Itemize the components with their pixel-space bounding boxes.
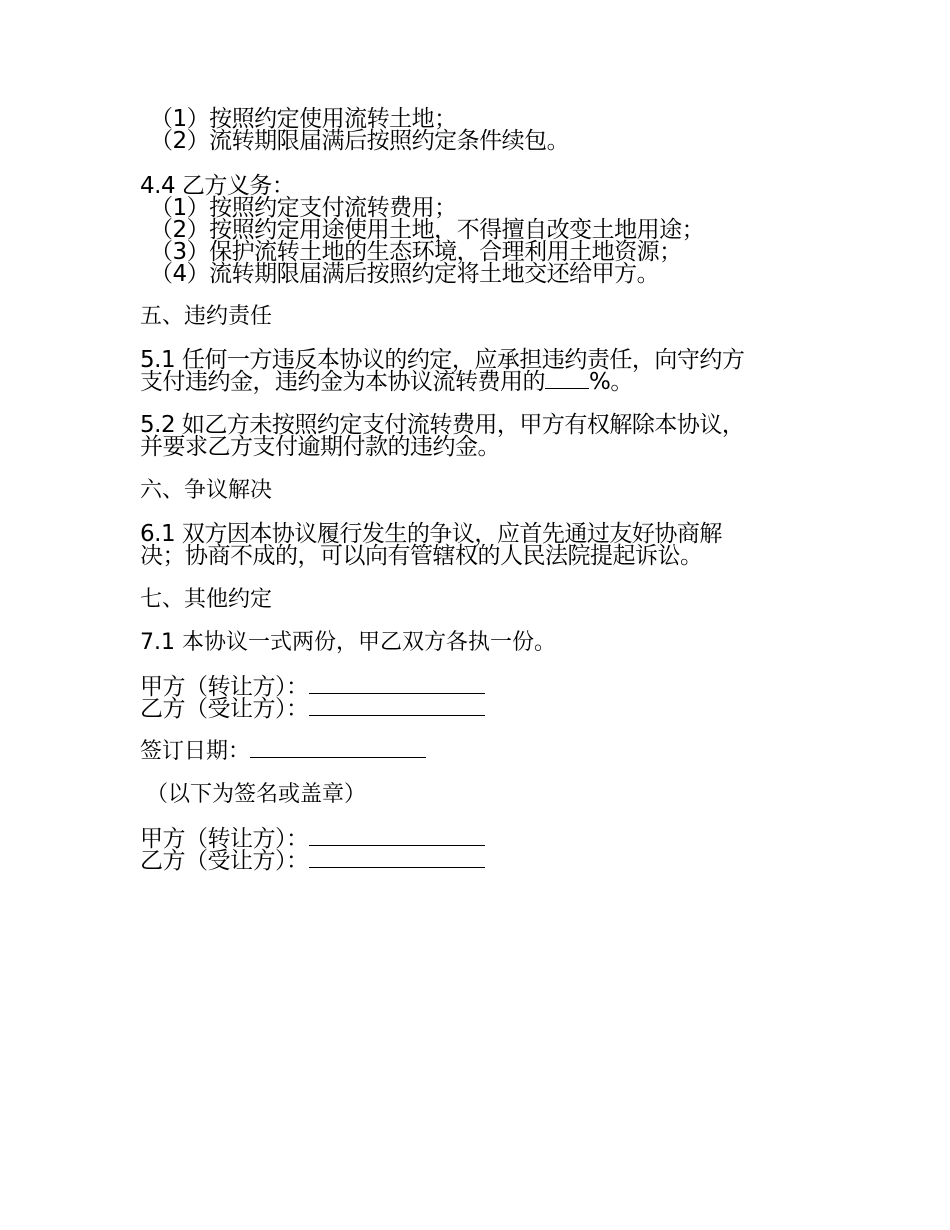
sign-date-label: 签订日期：: [140, 739, 251, 764]
obligations-item-2: （2）按照约定用途使用土地，不得擅自改变土地用途；: [150, 217, 705, 243]
obligations-item-4: （4）流转期限届满后按照约定将土地交还给甲方。: [150, 261, 660, 287]
party-a-blank-2: [309, 845, 485, 846]
obligations-item-1: （1）按照约定支付流转费用；: [150, 195, 457, 221]
clause-6-1-line-1: 6.1 双方因本协议履行发生的争议，应首先通过友好协商解: [140, 521, 722, 547]
party-b-signature-line-2: [140, 850, 485, 873]
obligations-heading: 4.4 乙方义务：: [140, 173, 295, 199]
section-7-heading: 七、其他约定: [140, 587, 273, 612]
rights-item-2: （2）流转期限届满后按照约定条件续包。: [150, 128, 570, 154]
clause-5-2-line-1: 5.2 如乙方未按照约定支付流转费用，甲方有权解除本协议，: [140, 412, 745, 438]
clause-5-1-text: 支付违约金，违约金为本协议流转费用的: [140, 369, 545, 395]
obligations-item-3: （3）保护流转土地的生态环境，合理利用土地资源；: [150, 239, 682, 265]
party-b-blank: [309, 715, 485, 716]
sign-date-blank: [250, 757, 426, 758]
party-a-blank: [309, 693, 485, 694]
clause-5-1-line-1: 5.1 任何一方违反本协议的约定，应承担违约责任，向守约方: [140, 347, 745, 373]
party-a-label: 甲方（转让方）：: [140, 674, 309, 700]
rights-item-1: （1）按照约定使用流转土地；: [150, 106, 457, 132]
clause-7-1: 7.1 本协议一式两份，甲乙双方各执一份。: [140, 630, 556, 655]
party-b-label-2: 乙方（受让方）：: [140, 848, 309, 874]
sign-date-line: [140, 741, 426, 763]
penalty-percent-blank: [545, 388, 589, 389]
clause-5-1-line-2: [140, 371, 633, 394]
party-b-blank-2: [309, 867, 485, 868]
section-6-heading: 六、争议解决: [140, 478, 273, 503]
party-b-signature-line: [140, 698, 485, 721]
clause-5-1-suffix: %。: [589, 369, 633, 395]
clause-5-2-line-2: 并要求乙方支付逾期付款的违约金。: [140, 434, 500, 460]
section-5-heading: 五、违约责任: [140, 304, 273, 329]
party-a-label-2: 甲方（转让方）：: [140, 826, 309, 852]
clause-6-1-line-2: 决；协商不成的，可以向有管辖权的人民法院提起诉讼。: [140, 543, 703, 569]
party-b-label: 乙方（受让方）：: [140, 696, 309, 722]
signature-note: （以下为签名或盖章）: [146, 782, 367, 807]
